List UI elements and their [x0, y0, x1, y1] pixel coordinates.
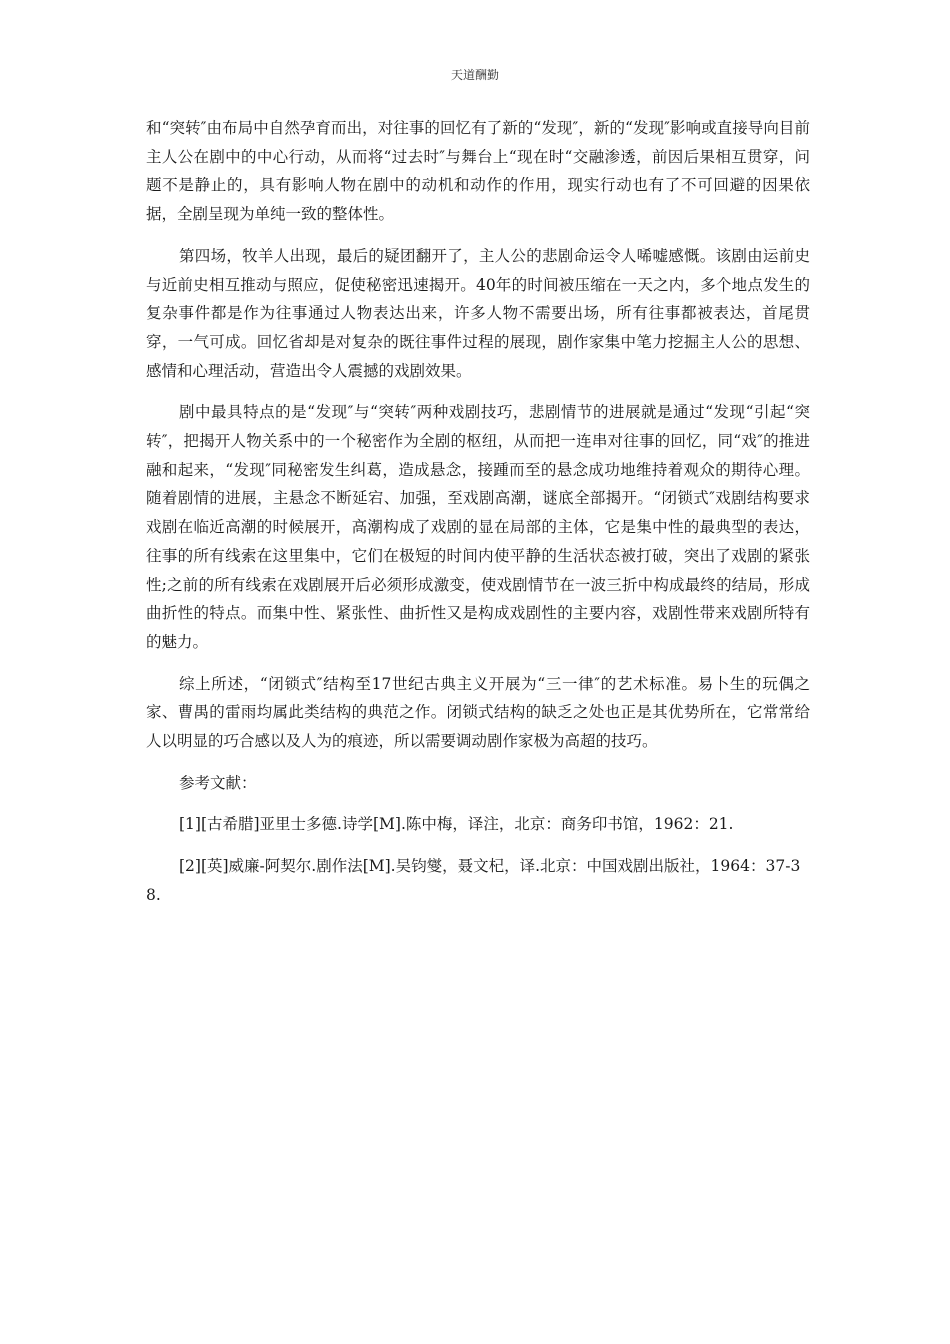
paragraph-scene-four: 第四场，牧羊人出现，最后的疑团翻开了，主人公的悲剧命运令人唏嘘感慨。该剧由运前史与近前史相互推动与照应，促使秘密迅速揭开。40年的时间被压缩在一天之内，多个地点发生的复杂事件都是作为往事通过人物表达出来，许多人物不需要出场，所有往事都被表达，首尾贯穿，一气可成。回忆省却是对复杂的既往事件过程的展现，剧作家集中笔力挖掘主人公的思想、感情和心理活动，营造出令人震撼的戏剧效果。 [146, 246, 810, 380]
paragraph-conclusion: 综上所述，“闭锁式″结构至17世纪古典主义开展为“三一律″的艺术标准。易卜生的玩偶之家、曹禺的雷雨均属此类结构的典范之作。闭锁式结构的缺乏之处也正是其优势所在，它常常给人以明显的巧合感以及人为的痕迹，所以需要调动剧作家极为高超的技巧。 [146, 674, 810, 751]
page-header: 天道酬勤 [450, 68, 499, 82]
paragraph-discovery-reversal: 剧中最具特点的是“发现″与“突转″两种戏剧技巧，悲剧情节的进展就是通过“发现“引起“突转″，把揭开人物关系中的一个秘密作为全剧的枢纽，从而把一连串对往事的回忆，同“戏″的推进融和起来，“发现″同秘密发生纠葛，造成悬念，接踵而至的悬念成功地维持着观众的期待心理。随着剧情的进展，主悬念不断延宕、加强，至戏剧高潮，谜底全部揭开。“闭锁式″戏剧结构要求戏剧在临近高潮的时候展开，高潮构成了戏剧的显在局部的主体，它是集中性的最典型的表达，往事的所有线索在这里集中，它们在极短的时间内使平静的生活状态被打破，突出了戏剧的紧张性;之前的所有线索在戏剧展开后必须形成激变，使戏剧情节在一波三折中构成最终的结局，形成曲折性的特点。而集中性、紧张性、曲折性又是构成戏剧性的主要内容，戏剧性带来戏剧所特有的魅力。 [146, 403, 810, 651]
reference-item-1: [1][古希腊]亚里士多德.诗学[M].陈中梅，译注，北京：商务印书馆，1962：21. [179, 815, 734, 834]
references-title: 参考文献： [179, 773, 257, 792]
paragraph-continuation: 和“突转″由布局中自然孕育而出，对往事的回忆有了新的“发现″，新的“发现″影响或直接导向目前主人公在剧中的中心行动，从而将“过去时″与舞台上“现在时“交融渗透，前因后果相互贯穿，问题不是静止的，具有影响人物在剧中的动机和动作的作用，现实行动也有了不可回避的因果依据，全剧呈现为单纯一致的整体性。 [146, 119, 810, 224]
document-body [146, 114, 810, 923]
reference-item-2: [2][英]威廉-阿契尔.剧作法[M].吴钧燮，聂文杞，译.北京：中国戏剧出版社，1964：37-38. [146, 857, 801, 904]
